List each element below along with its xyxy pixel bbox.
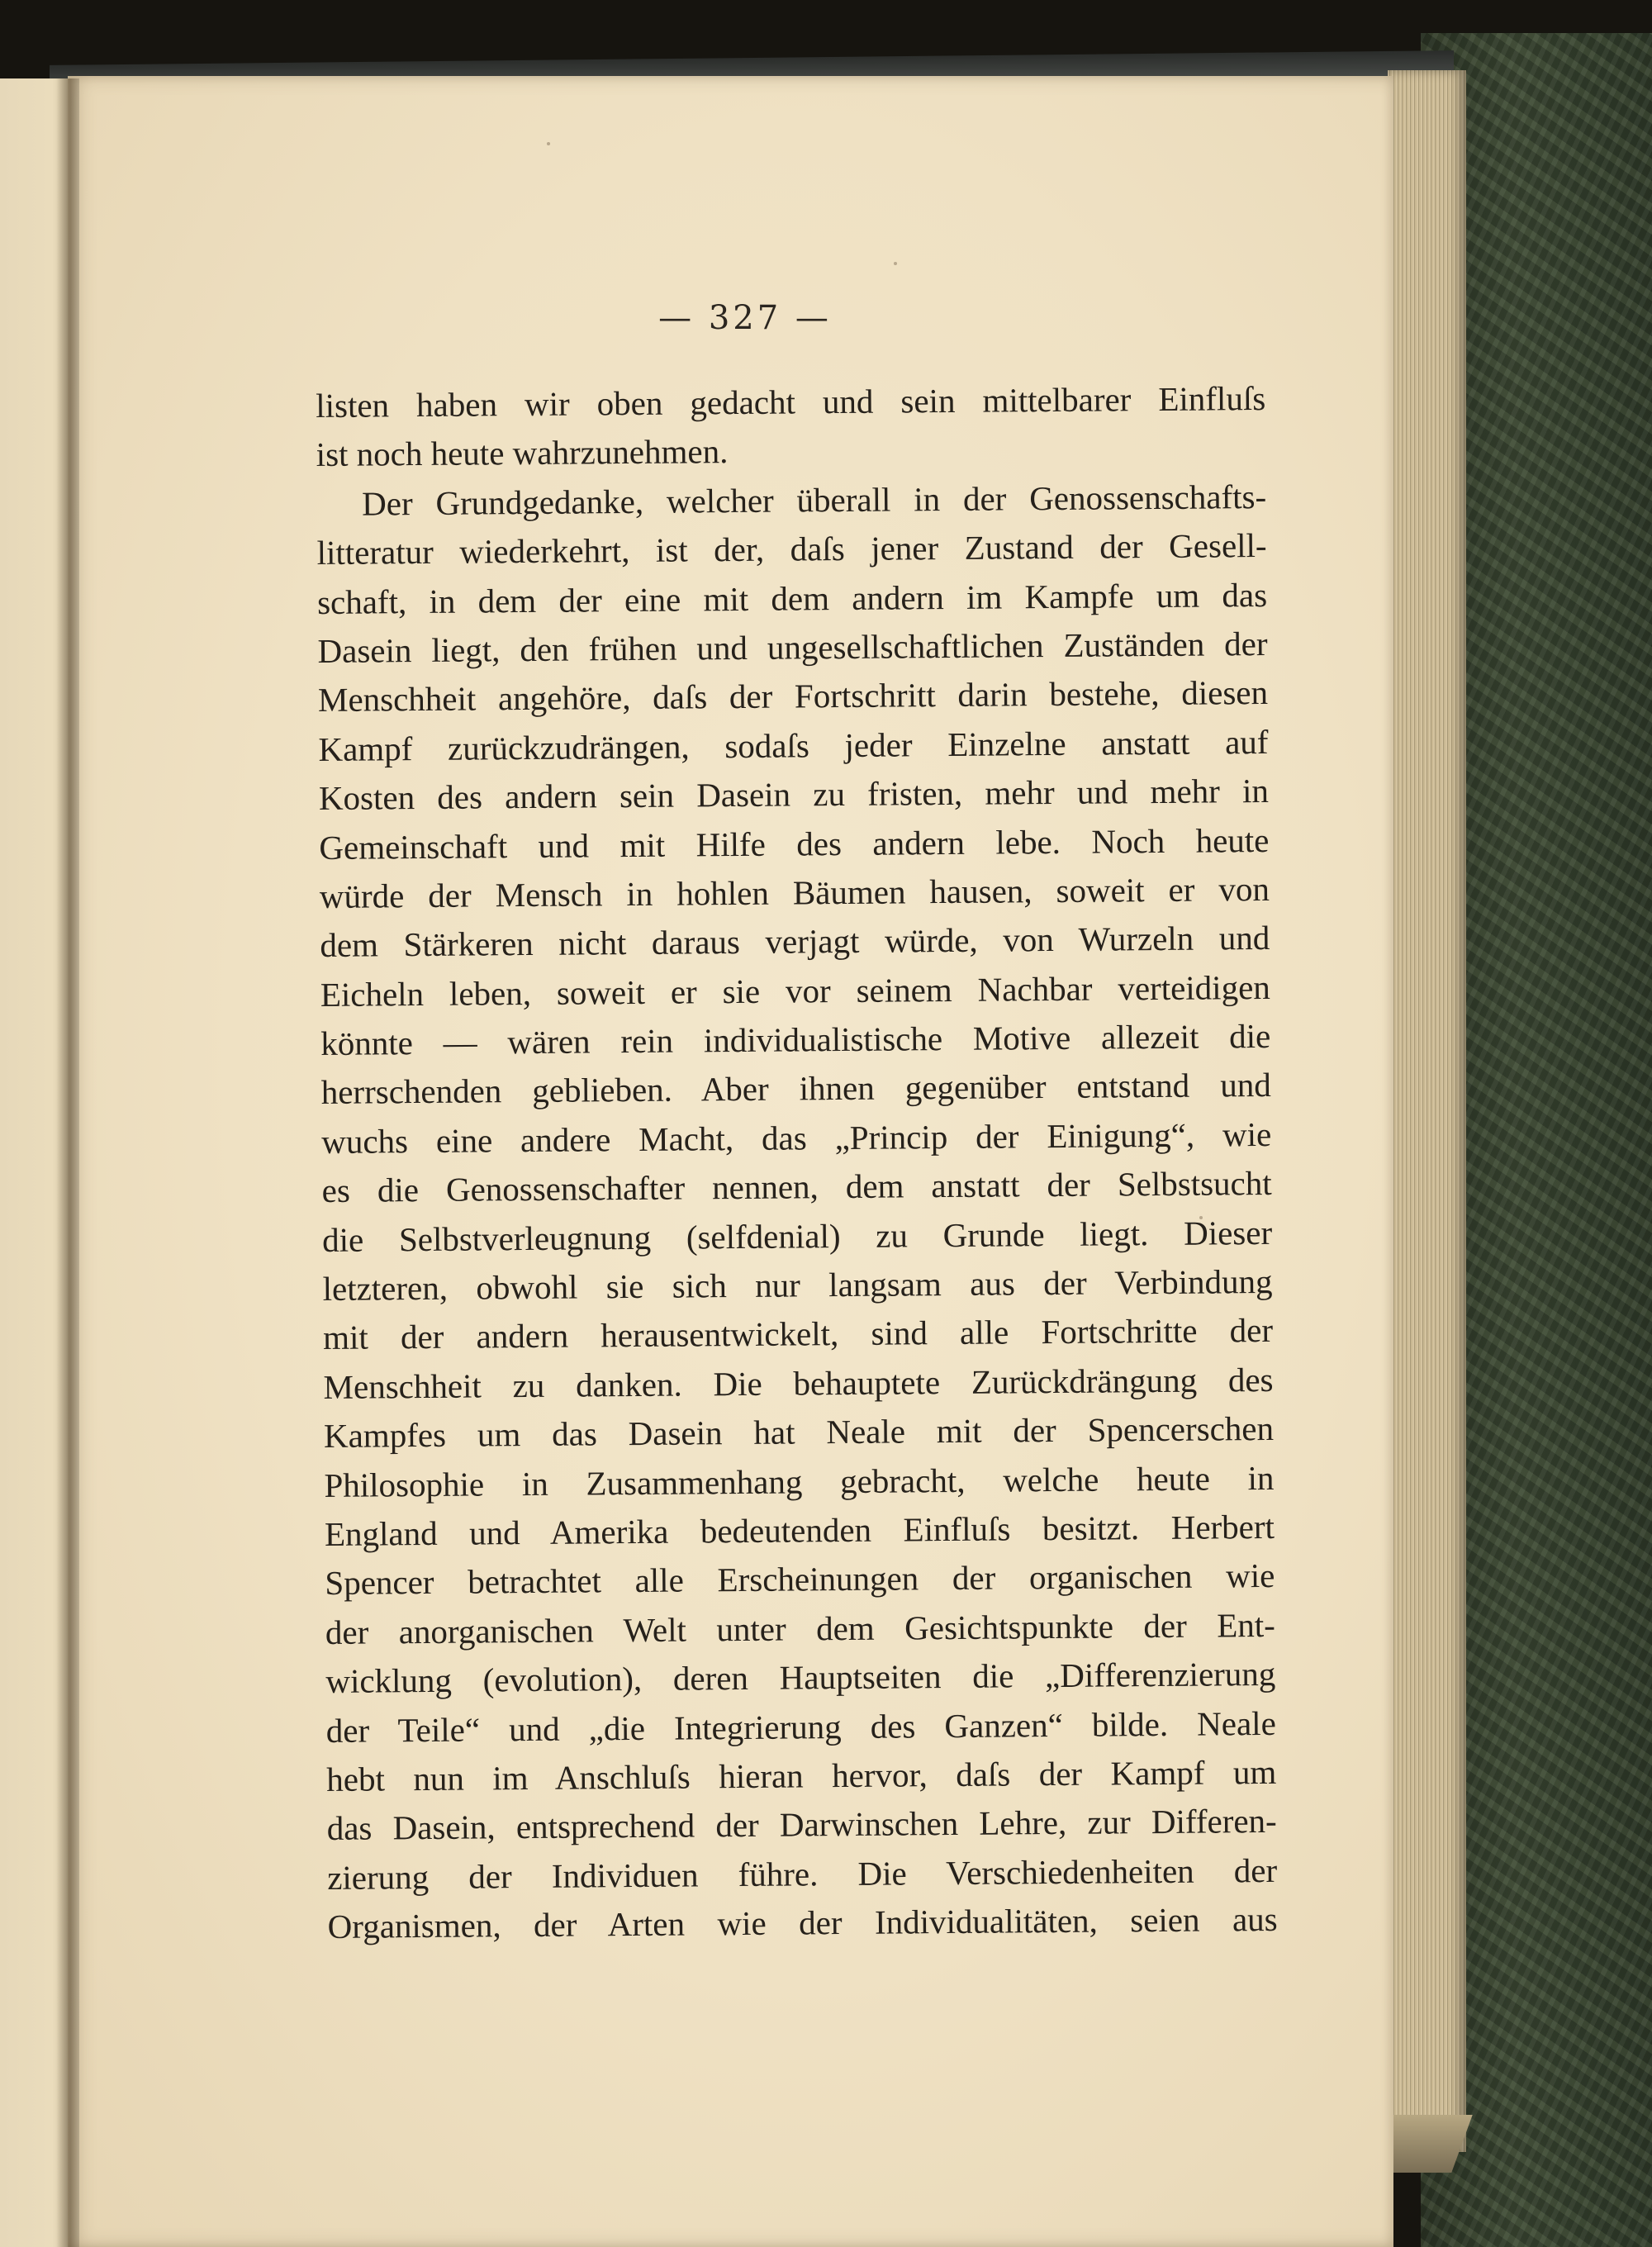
- page-number: — 327 —: [658, 299, 832, 337]
- text-line: Organismen, der Arten wie der Individualitäten, seien aus: [327, 1900, 1278, 1946]
- text-line: Dasein liegt, den frühen und ungesellschaftlichen Zuständen der: [317, 624, 1268, 670]
- text-line: Gemeinschaft und mit Hilfe des andern lebe. Noch heute: [319, 820, 1270, 867]
- text-line: wuchs eine andere Macht, das „Princip der Einigung“, wie: [321, 1114, 1272, 1161]
- text-line: listen haben wir oben gedacht und sein mittelbarer Einfluſs: [316, 378, 1266, 425]
- body-text: [316, 374, 1278, 1951]
- text-line: Spencer betrachtet alle Erscheinungen der organischen wie: [325, 1556, 1275, 1603]
- text-line: Philosophie in Zusammenhang gebracht, welche heute in: [324, 1458, 1275, 1504]
- text-line: das Dasein, entsprechend der Darwinschen Lehre, zur Differen-: [326, 1802, 1277, 1848]
- text-line: es die Genossenschafter nennen, dem anstatt der Selbstsucht: [321, 1164, 1272, 1210]
- text-line: Kampfes um das Dasein hat Neale mit der Spencerschen: [323, 1409, 1275, 1456]
- text-line: ist noch heute wahrzunehmen.: [316, 432, 729, 474]
- book-gutter: [56, 78, 79, 2247]
- paper-speck: [894, 262, 897, 265]
- text-line: würde der Mensch in hohlen Bäumen hausen, soweit er von: [319, 869, 1270, 915]
- text-line: Menschheit zu danken. Die behauptete Zurückdrängung des: [323, 1360, 1274, 1406]
- paper-speck: [547, 142, 550, 145]
- text-line: schaft, in dem der eine mit dem andern im Kampfe um das: [316, 575, 1268, 621]
- page-edges: [1388, 70, 1466, 2152]
- text-line: wicklung (evolution), deren Hauptseiten die „Differenzierung: [325, 1655, 1276, 1701]
- text-line: herrschenden geblieben. Aber ihnen gegenüber entstand und: [320, 1066, 1271, 1112]
- text-line: dem Stärkeren nicht daraus verjagt würde, von Wurzeln und: [320, 919, 1270, 965]
- text-line: Kosten des andern sein Dasein zu fristen, mehr und mehr in: [318, 772, 1270, 818]
- text-line: könnte — wären rein individualistische Motive allezeit die: [320, 1017, 1271, 1063]
- text-line: die Selbstverleugnung (selfdenial) zu Grunde liegt. Dieser: [321, 1213, 1273, 1259]
- text-line: Kampf zurückzudrängen, sodaſs jeder Einzelne anstatt auf: [318, 722, 1269, 768]
- text-line: der Teile“ und „die Integrierung des Ganzen“ bilde. Neale: [325, 1703, 1276, 1750]
- text-line: der anorganischen Welt unter dem Gesichtspunkte der Ent-: [325, 1605, 1276, 1651]
- text-line: England und Amerika bedeutenden Einfluſs besitzt. Herbert: [324, 1507, 1275, 1553]
- text-line: Menschheit angehöre, daſs der Fortschritt darin bestehe, diesen: [317, 673, 1269, 720]
- text-line: Eicheln leben, soweit er sie vor seinem Nachbar verteidigen: [320, 967, 1270, 1014]
- text-line: zierung der Individuen führe. Die Verschiedenheiten der: [327, 1850, 1278, 1897]
- text-line: Der Grundgedanke, welcher überall in der Genossenschafts-: [361, 477, 1267, 523]
- text-line: litteratur wiederkehrt, ist der, daſs jener Zustand der Gesell-: [316, 526, 1267, 572]
- book-page: [68, 76, 1393, 2247]
- text-line: mit der andern herausentwickelt, sind alle Fortschritte der: [322, 1311, 1274, 1357]
- text-line: letzteren, obwohl sie sich nur langsam aus der Verbindung: [322, 1261, 1273, 1308]
- text-line: hebt nun im Anschluſs hieran hervor, daſs der Kampf um: [326, 1752, 1277, 1798]
